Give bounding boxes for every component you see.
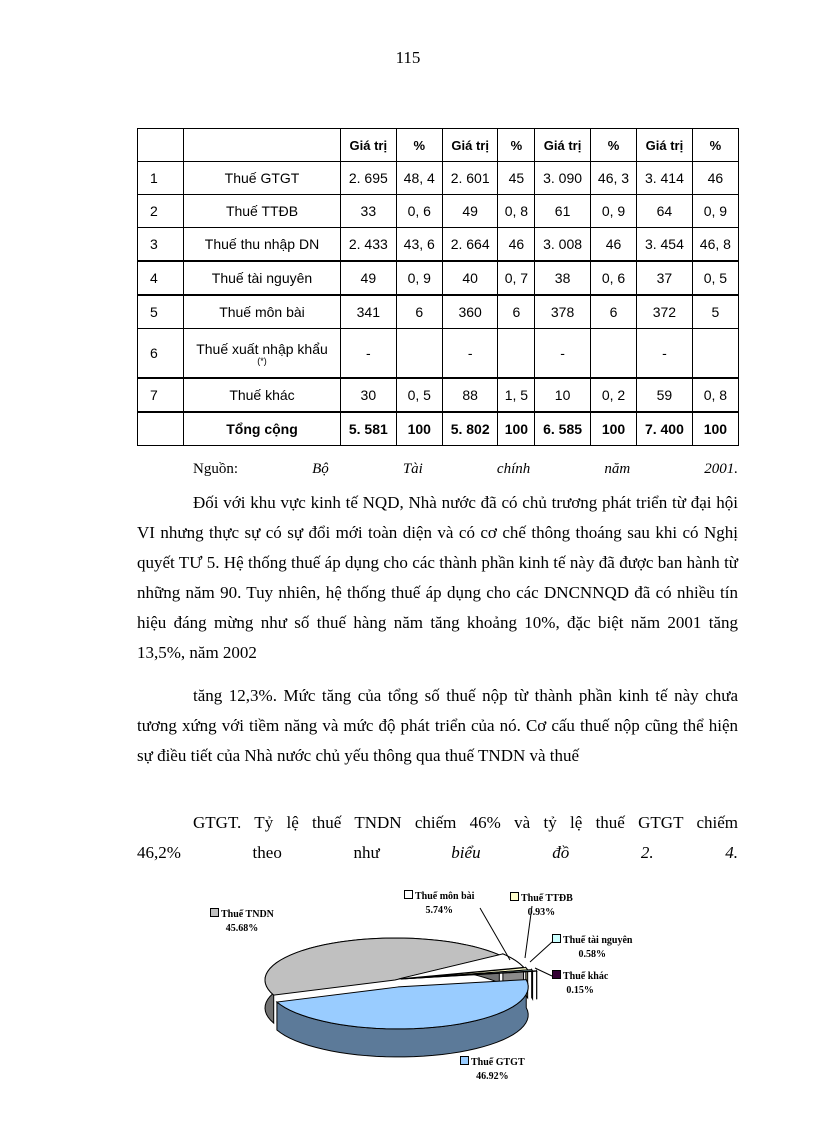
row-number: 5: [138, 295, 184, 329]
label-thue-tai-nguyen: [552, 934, 632, 962]
p3-word: như: [353, 843, 380, 862]
p3-word: 46,2%: [137, 843, 181, 862]
table-cell: 3. 414: [637, 162, 693, 195]
row-name: Tổng cộng: [184, 412, 341, 446]
table-cell: 5. 581: [341, 412, 397, 446]
row-name-text: Thuế GTGT: [224, 170, 300, 186]
row-name-footnote: (*): [257, 355, 267, 366]
table-cell: 64: [637, 195, 693, 228]
table-cell: 0, 7: [498, 261, 535, 295]
slice-pct: 5.74%: [425, 905, 453, 916]
header-cell: Giá trị: [535, 129, 591, 162]
table-cell: 5: [692, 295, 738, 329]
table-cell: [590, 329, 636, 379]
table-cell: 372: [637, 295, 693, 329]
table-cell: 1, 5: [498, 378, 535, 412]
p3-word: 2.: [640, 843, 654, 862]
table-cell: 3. 090: [535, 162, 591, 195]
row-name-text: Thuế thu nhập DN: [204, 236, 320, 252]
header-cell: [138, 129, 184, 162]
table-cell: 30: [341, 378, 397, 412]
row-name: [184, 162, 341, 195]
table-cell: 0, 9: [396, 261, 442, 295]
table-cell: [692, 329, 738, 379]
table-total-row: [138, 412, 739, 446]
source-word: Tài: [402, 461, 423, 477]
table-cell: 2. 601: [442, 162, 498, 195]
table-cell: 6: [396, 295, 442, 329]
row-name: [184, 329, 341, 379]
table-cell: 0, 6: [590, 261, 636, 295]
row-name-text: Thuế tài nguyên: [211, 270, 313, 286]
source-word: 2001.: [704, 461, 738, 477]
table-cell: 7. 400: [637, 412, 693, 446]
source-label: Nguồn:: [193, 461, 238, 477]
slice-pct: 0.58%: [578, 949, 606, 960]
source-word: năm: [604, 461, 631, 477]
table-cell: 10: [535, 378, 591, 412]
slice-pct: 45.68%: [225, 923, 259, 934]
table-cell: 40: [442, 261, 498, 295]
table-cell: 46: [692, 162, 738, 195]
table-cell: 6. 585: [535, 412, 591, 446]
slice-label: Thuế GTGT: [471, 1057, 525, 1068]
table-cell: 0, 5: [692, 261, 738, 295]
table-cell: 6: [590, 295, 636, 329]
table-cell: 46: [590, 228, 636, 262]
p3-word: theo: [252, 843, 282, 862]
table-cell: 3. 454: [637, 228, 693, 262]
table-cell: 0, 8: [498, 195, 535, 228]
legend-swatch: [404, 890, 413, 899]
table-cell: 46, 8: [692, 228, 738, 262]
header-cell: %: [590, 129, 636, 162]
table-row: [138, 228, 739, 262]
row-name-text: Thuế xuất nhập khẩu: [196, 340, 328, 357]
slice-label: Thuế môn bài: [415, 891, 475, 902]
table-row: [138, 261, 739, 295]
slice-label: Thuế TNDN: [221, 909, 274, 920]
table-cell: 0, 8: [692, 378, 738, 412]
table-cell: 0, 2: [590, 378, 636, 412]
table-cell: 6: [498, 295, 535, 329]
table-cell: 5. 802: [442, 412, 498, 446]
paragraph-2-text: tăng 12,3%. Mức tăng của tổng số thuế nộp từ thành phần kinh tế này chưa tương xứng với tiềm năng và mức độ phát triển của nó. Cơ cấu thuế nộp cũng thể hiện sự điều tiết của Nhà nước chủ yếu thông qua thuế TNDN và thuế: [137, 686, 738, 765]
label-thue-mon-bai: [404, 890, 474, 918]
table-cell: 0, 5: [396, 378, 442, 412]
table-cell: 59: [637, 378, 693, 412]
paragraph-3-line-1: [137, 808, 738, 838]
table-cell: 43, 6: [396, 228, 442, 262]
source-line: [193, 461, 738, 478]
leader-line: [535, 968, 552, 976]
header-cell: Giá trị: [341, 129, 397, 162]
pie-slice: [277, 980, 528, 1057]
slice-pct: 0.15%: [566, 985, 594, 996]
table-cell: -: [341, 329, 397, 379]
table-cell: 100: [692, 412, 738, 446]
slice-label: Thuế khác: [563, 971, 609, 982]
table-cell: 33: [341, 195, 397, 228]
legend-swatch: [552, 934, 561, 943]
paragraph-1: [137, 488, 738, 668]
header-cell: %: [498, 129, 535, 162]
label-thue-khac: [552, 970, 608, 998]
table-cell: 61: [535, 195, 591, 228]
slice-pct: 0.93%: [527, 907, 556, 918]
table-cell: 48, 4: [396, 162, 442, 195]
paragraph-3-line-2: [137, 838, 738, 868]
table-cell: 46, 3: [590, 162, 636, 195]
table-cell: 2. 695: [341, 162, 397, 195]
page-number: 115: [395, 48, 421, 67]
label-thue-ttdb: [510, 892, 573, 920]
row-number: 4: [138, 261, 184, 295]
slice-label: Thuế TTĐB: [521, 893, 573, 904]
table-cell: 360: [442, 295, 498, 329]
source-word: Bộ: [312, 461, 329, 477]
table-cell: 0, 9: [590, 195, 636, 228]
header-cell: Giá trị: [637, 129, 693, 162]
row-name-text: Thuế TTĐB: [225, 203, 299, 219]
table-cell: 49: [442, 195, 498, 228]
header-cell: %: [396, 129, 442, 162]
row-name: [184, 295, 341, 329]
table-row: [138, 329, 739, 379]
table-cell: 100: [590, 412, 636, 446]
table-cell: 2. 433: [341, 228, 397, 262]
table-cell: 46: [498, 228, 535, 262]
slice-pct: 46.92%: [476, 1071, 509, 1082]
row-name: [184, 261, 341, 295]
row-number: 6: [138, 329, 184, 379]
table-row: [138, 195, 739, 228]
paragraph-2: [137, 681, 738, 771]
row-number: [138, 412, 184, 446]
paragraph-3-line-1-text: GTGT. Tỷ lệ thuế TNDN chiếm 46% và tỷ lệ thuế GTGT chiếm: [193, 813, 738, 832]
p3-word: đồ: [552, 843, 570, 862]
table-cell: 100: [498, 412, 535, 446]
table-cell: 45: [498, 162, 535, 195]
pie-slice-side: [532, 970, 533, 999]
legend-swatch: [510, 892, 519, 901]
legend-swatch: [552, 970, 561, 979]
tax-table: [137, 128, 739, 446]
table-cell: [396, 329, 442, 379]
label-thue-tndn: [210, 908, 274, 936]
row-name: [184, 228, 341, 262]
table-cell: 37: [637, 261, 693, 295]
table-cell: 0, 9: [692, 195, 738, 228]
legend-swatch: [210, 908, 219, 917]
table-cell: 38: [535, 261, 591, 295]
header-cell: Giá trị: [442, 129, 498, 162]
table-cell: [498, 329, 535, 379]
row-name-text: Thuế môn bài: [219, 304, 305, 320]
row-number: 7: [138, 378, 184, 412]
header-cell: [184, 129, 341, 162]
paragraph-1-text: Đối với khu vực kinh tế NQD, Nhà nước đã có chủ trương phát triển từ đại hội VI nhưng thực sự có sự đổi mới toàn diện và có cơ chế thông thoáng sau khi có Nghị quyết TƯ 5. Hệ thống thuế áp dụng cho các thành phần kinh tế này đã được ban hành từ những năm 90. Tuy nhiên, hệ thống thuế áp dụng cho các DNCNNQD đã có nhiều tín hiệu đáng mừng như số thuế hàng năm tăng khoảng 10%, đặc biệt năm 2001 tăng 13,5%, năm 2002: [137, 493, 738, 662]
table-cell: 0, 6: [396, 195, 442, 228]
table-cell: 49: [341, 261, 397, 295]
table-row: [138, 295, 739, 329]
legend-swatch: [460, 1056, 469, 1065]
p3-word: 4.: [725, 843, 738, 862]
table-cell: -: [535, 329, 591, 379]
leader-line: [530, 942, 552, 962]
p3-word: biểu: [451, 843, 481, 862]
table-cell: 3. 008: [535, 228, 591, 262]
table-row: [138, 378, 739, 412]
source-word: chính: [496, 461, 531, 477]
row-number: 1: [138, 162, 184, 195]
row-number: 3: [138, 228, 184, 262]
table-row: [138, 162, 739, 195]
table-cell: 378: [535, 295, 591, 329]
table-cell: 88: [442, 378, 498, 412]
pie-chart: [180, 880, 660, 1090]
table-header-row: [138, 129, 739, 162]
table-cell: -: [442, 329, 498, 379]
label-thue-gtgt: [460, 1056, 525, 1084]
row-number: 2: [138, 195, 184, 228]
table-cell: 2. 664: [442, 228, 498, 262]
row-name: [184, 195, 341, 228]
row-name: [184, 378, 341, 412]
table-cell: -: [637, 329, 693, 379]
row-name-text: Thuế khác: [229, 387, 295, 403]
table-cell: 100: [396, 412, 442, 446]
header-cell: %: [692, 129, 738, 162]
slice-label: Thuế tài nguyên: [563, 935, 633, 946]
table-cell: 341: [341, 295, 397, 329]
